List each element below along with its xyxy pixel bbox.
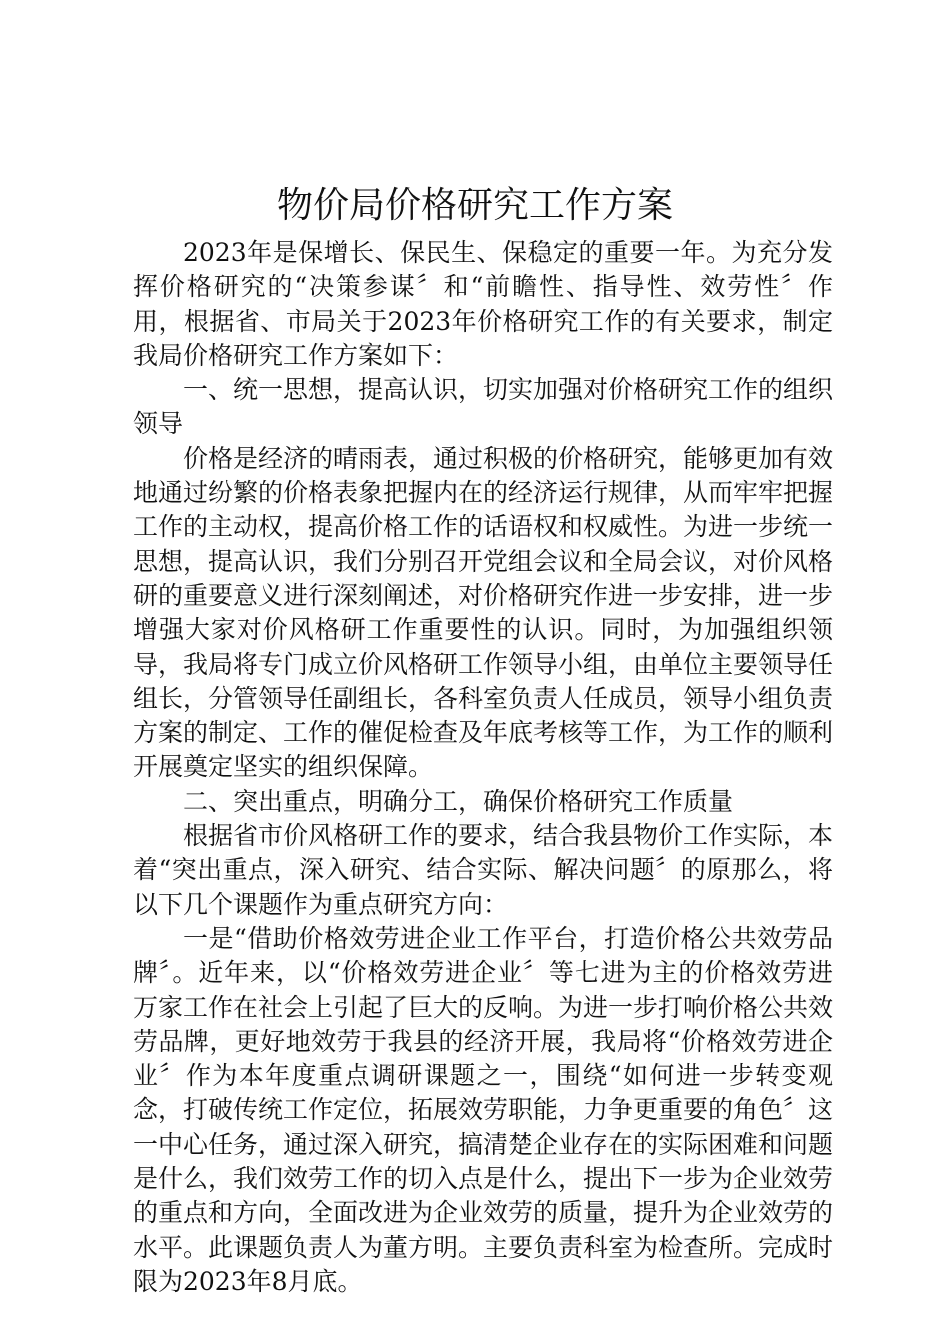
section-heading-1: 一、统一思想，提高认识，切实加强对价格研究工作的组织领导: [133, 375, 834, 439]
paragraph-topic-1: 一是“借助价格效劳进企业工作平台，打造价格公共效劳品牌〞。近年来，以“价格效劳进企业〞等七进为主的价格效劳进万家工作在社会上引起了巨大的反响。为进一步打响价格公共效劳品牌，更好地效劳于我县的经济开展，我局将“价格效劳进企业〞作为本年度重点调研课题之一，围绕“如何进一步转变观念，打破传统工作定位，拓展效劳职能，力争更重要的角色〞这一中心任务，通过深入研究，搞清楚企业存在的实际困难和问题是什么，我们效劳工作的切入点是什么，提出下一步为企业效劳的重点和方向，全面改进为企业效劳的质量，提升为企业效劳的水平。此课题负责人为董方明。主要负责科室为检查所。完成时限为2023年8月底。: [133, 923, 834, 1296]
paragraph-intro: 2023年是保增长、保民生、保稳定的重要一年。为充分发挥价格研究的“决策参谋〞和“前瞻性、指导性、效劳性〞作用，根据省、市局关于2023年价格研究工作的有关要求，制定我局价格研究工作方案如下：: [133, 238, 833, 370]
paragraph-section-2: 根据省市价风格研工作的要求，结合我县物价工作实际，本着“突出重点，深入研究、结合实际、解决问题〞的原那么，将以下几个课题作为重点研究方向：: [133, 821, 834, 919]
paragraph-section-1: 价格是经济的晴雨表，通过积极的价格研究，能够更加有效地通过纷繁的价格表象把握内在的经济运行规律，从而牢牢把握工作的主动权，提高价格工作的话语权和权威性。为进一步统一思想，提高认识，我们分别召开党组会议和全局会议，对价风格研的重要意义进行深刻阐述，对价格研究作进一步安排，进一步增强大家对价风格研工作重要性的认识。同时，为加强组织领导，我局将专门成立价风格研工作领导小组，由单位主要领导任组长，分管领导任副组长，各科室负责人任成员，领导小组负责方案的制定、工作的催促检查及年底考核等工作，为工作的顺利开展奠定坚实的组织保障。: [133, 443, 834, 782]
document-title: 物价局价格研究工作方案: [276, 185, 673, 226]
document-body: [133, 236, 833, 1299]
section-heading-2: 二、突出重点，明确分工，确保价格研究工作质量: [183, 786, 734, 816]
